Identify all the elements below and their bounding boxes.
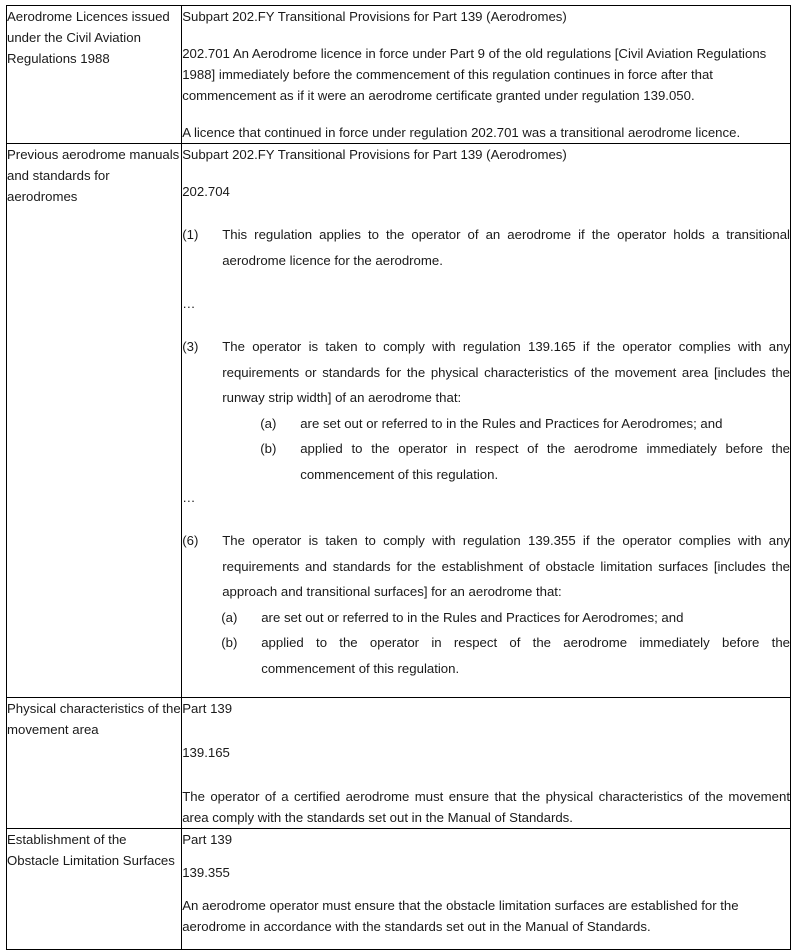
- clause-1: [182, 222, 790, 273]
- table-row: [7, 829, 791, 950]
- row-content-cell-previous-manuals: [182, 144, 791, 698]
- row-label-physical-characteristics: Physical characteristics of the movement area: [7, 701, 181, 737]
- regulation-number-202-704: 202.704: [182, 184, 230, 199]
- row-label-obstacle-limitation: Establishment of the Obstacle Limitation Surfaces: [7, 832, 175, 868]
- regulation-202-701-paragraph: 202.701 An Aerodrome licence in force under Part 9 of the old regulations [Civil Aviation Regulations 1988] immediately before the commencement of this regulation continues in force after that commencement as if it were an aerodrome certificate granted under regulation 139.050.: [182, 46, 767, 103]
- ellipsis-marker: …: [182, 490, 197, 505]
- table-row: [7, 698, 791, 829]
- row-label-previous-manuals: Previous aerodrome manuals and standards for aerodromes: [7, 147, 180, 204]
- row-label-cell-obstacle-limitation: [7, 829, 182, 950]
- row-label-cell-physical-characteristics: [7, 698, 182, 829]
- clause-3: [182, 334, 790, 411]
- part-label: Part 139: [182, 701, 233, 716]
- row-label-cell-aerodrome-licences: [7, 6, 182, 144]
- clause-marker: (6): [182, 533, 199, 548]
- clause-marker: (1): [182, 227, 199, 242]
- spacer: [182, 937, 790, 949]
- subclause-marker: (b): [221, 635, 238, 650]
- spacer: [182, 273, 790, 293]
- spacer: [182, 508, 790, 528]
- row-label-aerodrome-licences: Aerodrome Licences issued under the Civil Aviation Regulations 1988: [7, 9, 170, 66]
- clause-3-subclause-a: [260, 411, 790, 437]
- clause-marker: (3): [182, 339, 199, 354]
- row-content-cell-obstacle-limitation: [182, 829, 791, 950]
- subclause-marker: (a): [260, 415, 277, 431]
- regulation-number-139-165: 139.165: [182, 745, 230, 760]
- subpart-heading: Subpart 202.FY Transitional Provisions for Part 139 (Aerodromes): [182, 147, 567, 162]
- row-content-cell-physical-characteristics: [182, 698, 791, 829]
- subclause-text: applied to the operator in respect of the aerodrome immediately before the commencement of this regulation.: [261, 635, 790, 676]
- table-row: [7, 144, 791, 698]
- part-label: Part 139: [182, 832, 233, 847]
- spacer: [182, 202, 790, 222]
- subclause-text: are set out or referred to in the Rules and Practices for Aerodromes; and: [300, 415, 723, 431]
- subclause-marker: (b): [260, 441, 277, 456]
- subclause-text: applied to the operator in respect of the aerodrome immediately before the commencement of this regulation.: [300, 441, 790, 482]
- clause-6-subclause-b: [221, 630, 790, 681]
- regulation-body-139-165: The operator of a certified aerodrome must ensure that the physical characteristics of the movement area comply with the standards set out in the Manual of Standards.: [182, 789, 790, 825]
- ellipsis-marker: …: [182, 296, 197, 311]
- clause-text: The operator is taken to comply with regulation 139.165 if the operator complies with any requirements or standards for the physical characteristics of the movement area [includes the runway strip width] of an aerodrome that:: [222, 339, 790, 405]
- clause-text: This regulation applies to the operator of an aerodrome if the operator holds a transitional aerodrome licence for the aerodrome.: [222, 227, 790, 268]
- clause-text: The operator is taken to comply with regulation 139.355 if the operator complies with any requirements and standards for the establishment of obstacle limitation surfaces [includes the approach and transitional surfaces] for an aerodrome that:: [222, 533, 790, 599]
- regulation-body-139-355: An aerodrome operator must ensure that the obstacle limitation surfaces are established for the aerodrome in accordance with the standards set out in the Manual of Standards.: [182, 898, 739, 934]
- table-row: [7, 6, 791, 144]
- regulatory-comparison-table: [6, 5, 791, 950]
- clause-6: [182, 528, 790, 605]
- row-label-cell-previous-manuals: [7, 144, 182, 698]
- transitional-licence-paragraph: A licence that continued in force under regulation 202.701 was a transitional aerodrome licence.: [182, 125, 741, 140]
- row-content-cell-aerodrome-licences: [182, 6, 791, 144]
- spacer: [182, 681, 790, 697]
- subpart-heading: Subpart 202.FY Transitional Provisions for Part 139 (Aerodromes): [182, 9, 567, 24]
- regulation-number-139-355: 139.355: [182, 865, 230, 880]
- spacer: [182, 314, 790, 334]
- clause-3-subclause-b: [260, 436, 790, 487]
- clause-6-subclause-a: [221, 605, 790, 631]
- subclause-text: are set out or referred to in the Rules and Practices for Aerodromes; and: [261, 609, 684, 625]
- subclause-marker: (a): [221, 609, 238, 625]
